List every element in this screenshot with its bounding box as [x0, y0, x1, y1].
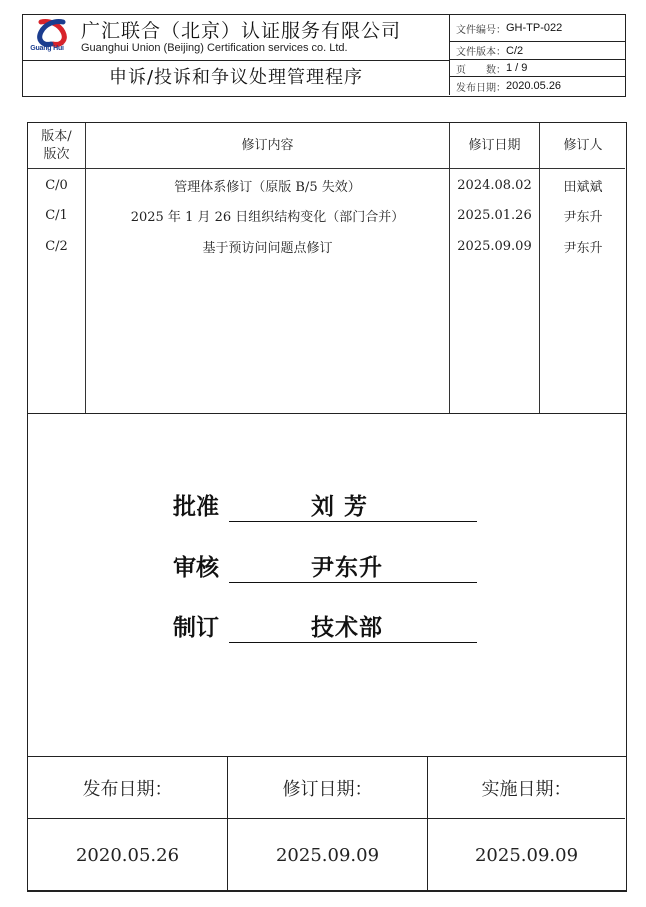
column-header-date: 修订日期: [468, 137, 521, 153]
signature-name: 技术部: [311, 615, 383, 641]
company-name-cn: 广汇联合（北京）认证服务有限公司: [81, 20, 402, 42]
meta-label: 文件版本：: [456, 47, 506, 58]
header-text: 版本/: [41, 128, 72, 144]
cell-version: C/2: [45, 238, 68, 254]
meta-publish-date: [450, 77, 625, 95]
signature-approve: [173, 486, 477, 522]
cell-date: 2025.01.26: [457, 207, 532, 223]
signature-line: [229, 552, 477, 583]
cell-date: 2024.08.02: [457, 177, 532, 193]
meta-value: C/2: [506, 44, 524, 57]
cell-version: C/0: [45, 177, 68, 193]
value-publish-date: 2020.05.26: [75, 844, 180, 866]
document-header: [22, 14, 626, 97]
signature-review: [173, 547, 477, 583]
company-logo: [31, 18, 73, 58]
cell-date: 2025.09.09: [457, 238, 532, 254]
meta-doc-number: [450, 15, 625, 41]
cell-content: 管理体系修订（原版 B/5 失效）: [174, 179, 361, 195]
signature-label: 制订: [173, 615, 219, 641]
meta-label: 页 数：: [456, 64, 506, 76]
column-header-version: [28, 123, 85, 168]
cell-author: 尹东升: [563, 240, 603, 256]
company-name-en: Guanghui Union (Beijing) Certification services co. Ltd.: [81, 42, 348, 54]
meta-label: 发布日期：: [456, 82, 506, 94]
meta-doc-version: [450, 42, 625, 59]
signature-prepare: [173, 607, 477, 643]
column-header-content: 修订内容: [241, 137, 294, 153]
meta-value: 2020.05.26: [506, 80, 562, 92]
revision-table: [27, 122, 627, 414]
meta-page-count: [450, 60, 625, 76]
header-publish-date: 发布日期：: [82, 778, 173, 800]
document-title: 申诉/投诉和争议处理管理程序: [108, 67, 364, 88]
value-effective-date: 2025.09.09: [474, 844, 579, 866]
cell-version: C/1: [45, 207, 68, 223]
cell-author: 尹东升: [563, 209, 603, 225]
signature-label: 审核: [173, 555, 219, 581]
signature-line: [229, 491, 477, 522]
header-revision-date: 修订日期：: [282, 778, 373, 800]
signature-line: [229, 612, 477, 643]
cell-content: 2025 年 1 月 26 日组织结构变化（部门合并）: [130, 209, 405, 225]
meta-value: GH-TP-022: [506, 22, 563, 34]
value-revision-date: 2025.09.09: [275, 844, 380, 866]
logo-caption: Guang Hui: [30, 45, 64, 52]
signature-name: 刘 芳: [311, 494, 369, 520]
guanghui-logo-icon: [31, 18, 73, 48]
signature-name: 尹东升: [311, 555, 383, 581]
header-divider: [28, 168, 625, 169]
header-effective-date: 实施日期：: [481, 778, 572, 800]
meta-value: 1 / 9: [506, 62, 528, 74]
cell-author: 田斌斌: [563, 179, 603, 195]
header-text: 版次: [43, 146, 70, 162]
approval-section: [27, 413, 627, 757]
meta-label: 文件编号：: [456, 24, 506, 36]
dates-table: [27, 756, 627, 892]
signature-label: 批准: [173, 494, 219, 520]
column-header-author: 修订人: [563, 137, 603, 153]
cell-content: 基于预访问问题点修订: [202, 240, 333, 256]
